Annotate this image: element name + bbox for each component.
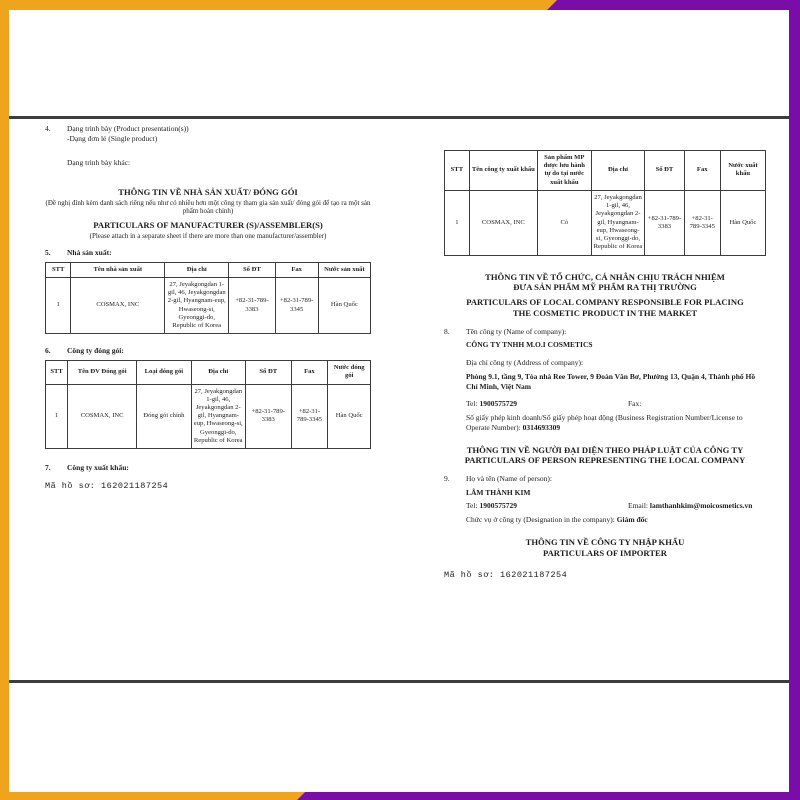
importer-section-heading (444, 537, 766, 558)
designation-value: Giám đốc (616, 515, 648, 525)
file-code-left-label: Mã hồ sơ: (45, 480, 96, 491)
table-cell: COSMAX, INC (68, 384, 137, 449)
local-company-title-vi-line1: THÔNG TIN VỀ TỔ CHỨC, CÁ NHÂN CHỊU TRÁCH NHIỆM (485, 271, 725, 282)
column-header: Loại đóng gói (137, 361, 191, 384)
table-cell: COSMAX, INC (71, 277, 165, 333)
local-company-title-vi (444, 272, 766, 293)
item-4-text (67, 124, 189, 144)
table-cell: 27, Jeyakgongdan 1-gil, 46, Jeyakgongdan 2-gil, Hyangnam-eup, Hwaseong-si, Gyeonggi-do, Republic of Korea (165, 277, 229, 333)
item-5-label: Nhà sản xuất: (67, 247, 112, 257)
manufacturer-title-vi: THÔNG TIN VỀ NHÀ SẢN XUẤT/ ĐÓNG GÓI (118, 187, 298, 198)
representative-title-vi: THÔNG TIN VỀ NGƯỜI ĐẠI DIỆN THEO PHÁP LUẬT CỦA CÔNG TY (466, 444, 744, 455)
item-6-number: 6. (45, 346, 51, 356)
item-8-number: 8. (444, 326, 450, 336)
column-header: STT (445, 151, 470, 191)
tel-value: 1900575729 (479, 399, 517, 409)
table-row (445, 190, 766, 255)
item-9-number: 9. (444, 473, 450, 483)
frame-bottom-strip (0, 792, 800, 800)
importer-title-vi: THÔNG TIN VỀ CÔNG TY NHẬP KHẨU (525, 536, 685, 547)
frame-left-strip (0, 0, 9, 800)
table-cell: +82-31-789-3383 (229, 277, 275, 333)
table-cell: +82-31-789-3345 (684, 190, 720, 255)
person-name: LÂM THÀNH KIM (466, 487, 531, 497)
email-label: Email: (628, 501, 648, 511)
column-header: Địa chỉ (165, 262, 229, 277)
company-address-label: Địa chỉ công ty (Address of company): (466, 358, 584, 368)
document-left-column (45, 124, 371, 492)
other-presentation-label: Dạng trình bày khác: (67, 157, 131, 167)
tel-pair (466, 399, 517, 409)
file-code-right-label: Mã hồ sơ: (444, 570, 495, 581)
column-header: Tên ĐV Đóng gói (68, 361, 137, 384)
importer-title-en: PARTICULARS OF IMPORTER (542, 547, 667, 558)
local-company-title-en (444, 297, 766, 318)
local-company-title-en-line2: THE COSMETIC PRODUCT IN THE MARKET (512, 307, 698, 318)
column-header: Fax (684, 151, 720, 191)
table-cell: 27, Jeyakgongdan 1-gil, 46, Jeyakgongdan 2-gil, Hyangnam-eup, Hwaseong-si, Gyeonggi-do, Republic of Korea (591, 190, 645, 255)
column-header: Địa chỉ (591, 151, 645, 191)
manufacturer-table (45, 262, 371, 335)
item-4-line1: Dạng trình bày (Product presentation(s)) (67, 124, 189, 133)
local-company-title-en-line1: PARTICULARS OF LOCAL COMPANY RESPONSIBLE FOR PLACING (466, 297, 744, 308)
table-row (46, 384, 371, 449)
table-cell: COSMAX, INC (469, 190, 537, 255)
table-cell: +82-31-789-3345 (291, 384, 328, 449)
column-header: Số ĐT (229, 262, 275, 277)
business-license-label: Số giấy phép kinh doanh/Số giấy phép hoạt động (Business Registration Number/License to Operate Number): (466, 413, 743, 432)
frame-top-strip (0, 0, 800, 10)
column-header: Địa chỉ (191, 361, 245, 384)
representative-section-heading (444, 445, 766, 466)
representative-title-en: PARTICULARS OF PERSON REPRESENTING THE LOCAL COMPANY (464, 455, 746, 466)
column-header: Số ĐT (245, 361, 291, 384)
table-cell: 1 (46, 277, 71, 333)
manufacturer-note-vi: (Đề nghị đính kèm danh sách riêng nếu như có nhiều hơn một công ty tham gia sản xuất/ đóng gói để tạo ra một sản phẩm hoàn chỉnh) (45, 198, 371, 216)
person-tel-label: Tel: (466, 501, 478, 511)
company-address: Phòng 9.1, tầng 9, Tòa nhà Ree Tower, 9 Đoàn Văn Bơ, Phường 13, Quận 4, Thành phố Hồ Chí Minh, Việt Nam (466, 371, 756, 391)
table-row (46, 277, 371, 333)
item-8-label: Tên công ty (Name of company): (466, 326, 567, 336)
designation-line (466, 515, 766, 525)
table-cell: +82-31-789-3383 (645, 190, 684, 255)
table-cell: 27, Jeyakgongdan 1-gil, 46, Jeyakgongdan 2-gil, Hyangnam-eup, Hwaseong-si, Gyeonggi-do, Republic of Korea (191, 384, 245, 449)
table-cell: Hàn Quốc (328, 384, 371, 449)
item-9-person-name (444, 474, 766, 484)
item-4-product-presentation (45, 124, 371, 144)
column-header: Số ĐT (645, 151, 684, 191)
manufacturer-title-en: PARTICULARS OF MANUFACTURER (S)/ASSEMBLER(S) (93, 219, 323, 230)
table-cell: 1 (46, 384, 68, 449)
packer-table (45, 360, 371, 449)
email-pair (628, 501, 766, 511)
column-header: Tên công ty xuất khẩu (469, 151, 537, 191)
column-header: STT (46, 262, 71, 277)
column-header: Tên nhà sản xuất (71, 262, 165, 277)
manufacturer-section-heading (45, 187, 371, 240)
document-right-column (444, 150, 766, 582)
item-6-packer (45, 346, 371, 356)
item-7-number: 7. (45, 463, 51, 473)
item-8-company-name (444, 327, 766, 337)
fax-label: Fax: (628, 399, 642, 409)
column-header: STT (46, 361, 68, 384)
table-header-row (46, 262, 371, 277)
email-value: lamthanhkim@moicosmetics.vn (649, 501, 753, 511)
column-header: Nước sản xuất (318, 262, 370, 277)
table-header-row (46, 361, 371, 384)
item-9-label: Họ và tên (Name of person): (466, 473, 553, 483)
person-tel-email-line (466, 501, 766, 511)
person-tel-pair (466, 501, 517, 511)
table-cell: Hàn Quốc (318, 277, 370, 333)
file-code-left (45, 481, 371, 492)
item-7-exporter (45, 463, 371, 473)
table-cell: Hàn Quốc (720, 190, 765, 255)
tel-fax-line (466, 399, 766, 409)
column-header: Sản phẩm MP được lưu hành tự do tại nước xuất khẩu (537, 151, 591, 191)
table-cell: +82-31-789-3383 (245, 384, 291, 449)
business-license-line (466, 413, 766, 433)
table-header-row (445, 151, 766, 191)
table-cell: 1 (445, 190, 470, 255)
column-header: Fax (291, 361, 328, 384)
local-company-section-heading (444, 272, 766, 319)
column-header: Nước đóng gói (328, 361, 371, 384)
item-5-manufacturer (45, 248, 371, 258)
file-code-right-value: 162021187254 (500, 570, 568, 581)
person-tel-value: 1900575729 (479, 501, 517, 511)
bottom-divider-rule (9, 680, 789, 683)
column-header: Nước xuất khẩu (720, 151, 765, 191)
item-4-line2: -Dạng đơn lẻ (Single product) (67, 133, 158, 143)
item-6-label: Công ty đóng gói: (67, 346, 124, 356)
frame-right-strip (789, 0, 800, 800)
table-cell: Đóng gói chính (137, 384, 191, 449)
file-code-right (444, 570, 766, 581)
company-name: CÔNG TY TNHH M.O.I COSMETICS (466, 340, 593, 350)
item-7-label: Công ty xuất khẩu: (67, 463, 129, 473)
designation-label: Chức vụ ở công ty (Designation in the company): (466, 515, 615, 525)
local-company-title-vi-line2: ĐƯA SẢN PHẨM MỸ PHẨM RA THỊ TRƯỜNG (513, 282, 697, 293)
manufacturer-note-en: (Please attach in a separate sheet if there are more than one manufacturer/assembler) (89, 231, 327, 240)
table-cell: Có (537, 190, 591, 255)
file-code-left-value: 162021187254 (101, 480, 169, 491)
item-4-number: 4. (45, 124, 51, 133)
top-divider-rule (9, 116, 789, 119)
column-header: Fax (275, 262, 318, 277)
tel-label: Tel: (466, 399, 478, 409)
table-cell: +82-31-789-3345 (275, 277, 318, 333)
business-license-value: 0314693309 (522, 422, 561, 432)
exporter-table (444, 150, 766, 256)
item-5-number: 5. (45, 247, 51, 257)
